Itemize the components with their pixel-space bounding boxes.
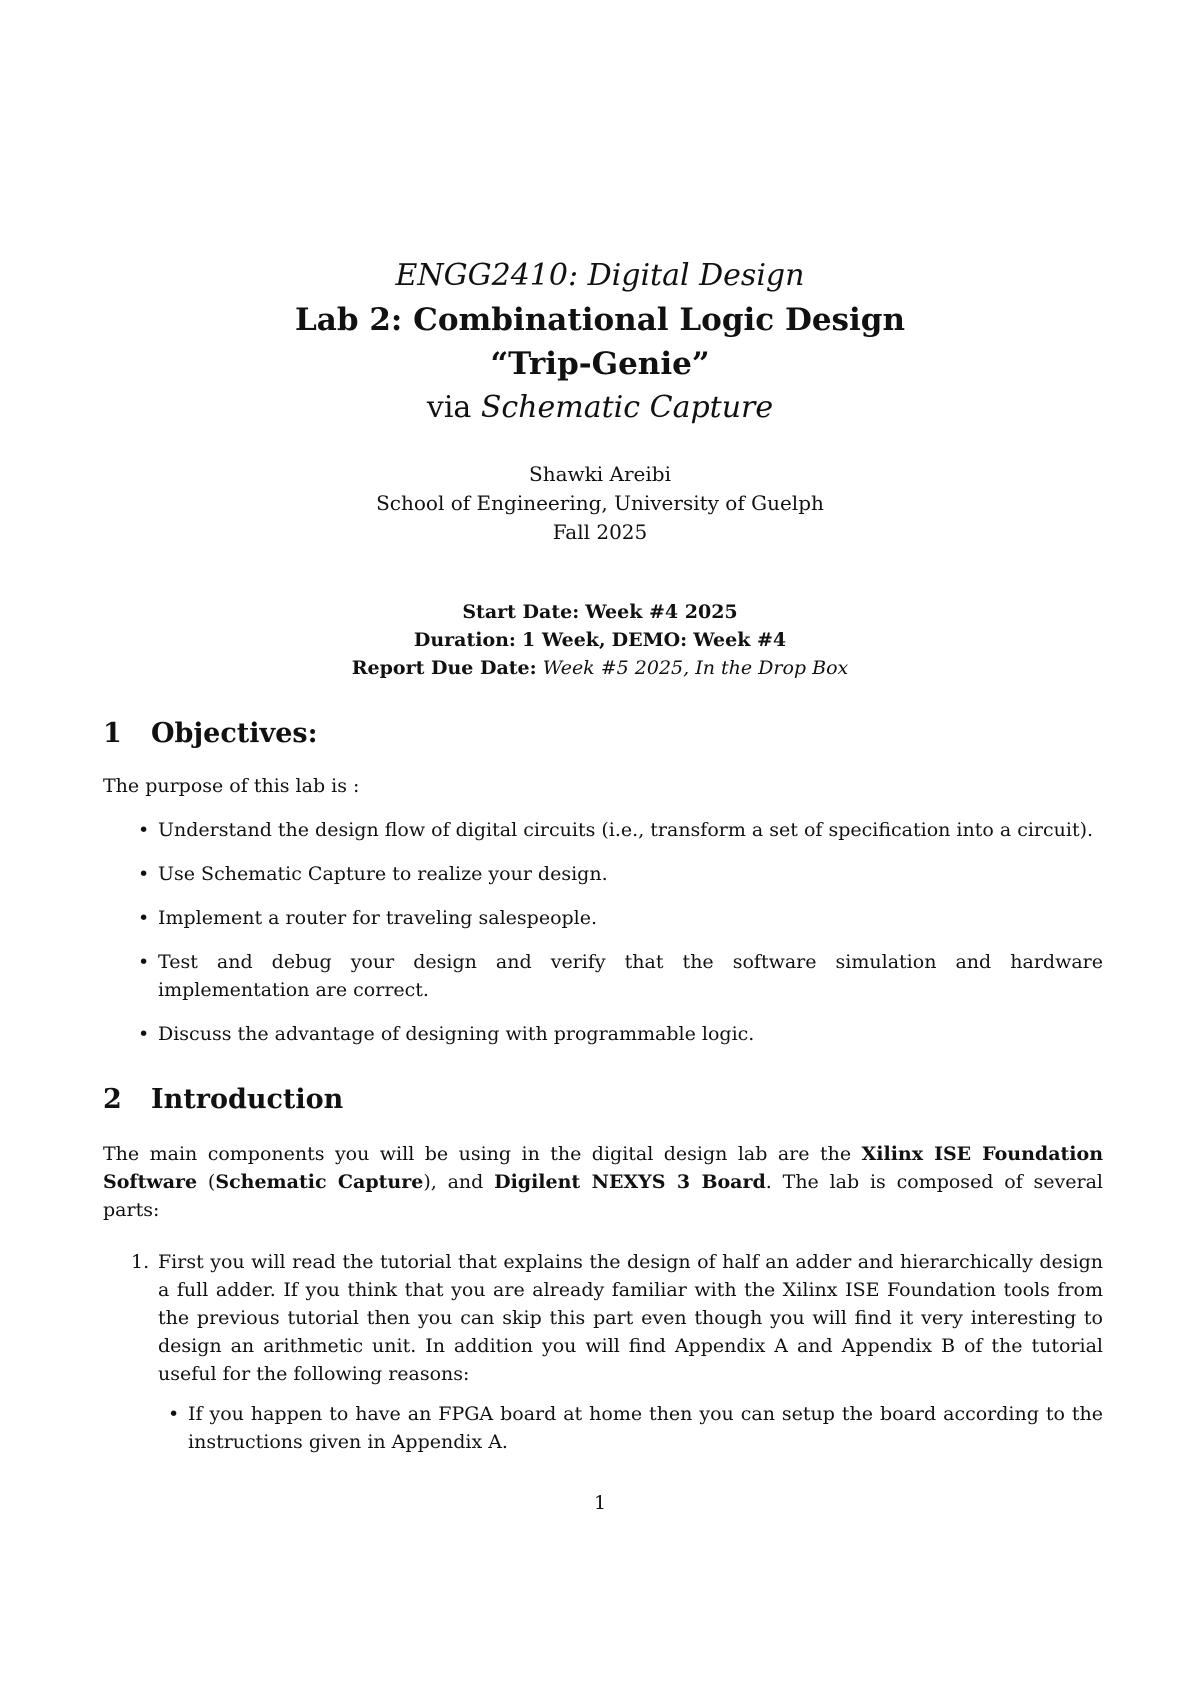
section-title: Objectives: [151, 718, 318, 749]
start-date-value: Week #4 2025 [585, 601, 738, 623]
project-title: “Trip-Genie” [490, 346, 710, 382]
section-number: 1 [103, 718, 122, 749]
paragraph-text: ( [197, 1171, 216, 1193]
section-heading-introduction [103, 1082, 343, 1118]
term: Fall 2025 [552, 520, 648, 544]
course-title: ENGG2410: Digital Design [395, 258, 805, 293]
dates-block [0, 598, 1200, 682]
author-name: Shawki Areibi [529, 462, 671, 486]
step-number: 1. [131, 1251, 150, 1273]
list-item [103, 1020, 1103, 1048]
list-item-text: Understand the design flow of digital circuits (i.e., transform a set of specification into a circuit). [158, 819, 1094, 841]
board-name: Digilent NEXYS 3 Board [494, 1171, 766, 1193]
lab-title: Lab 2: Combinational Logic Design [295, 302, 905, 338]
paragraph-text: The main components you will be using in the digital design lab are the [103, 1143, 862, 1165]
report-due-line [0, 654, 1200, 682]
software-name: Xilinx ISE Foundation Software [103, 1143, 1104, 1193]
title-block [0, 254, 1200, 430]
list-item-text: Use Schematic Capture to realize your design. [158, 863, 608, 885]
duration-label: Duration: [413, 629, 516, 651]
introduction-steps [103, 1248, 1103, 1456]
method-name: Schematic Capture [480, 390, 774, 425]
method-prefix: via [426, 390, 472, 425]
section-heading-objectives [103, 716, 318, 752]
introduction-paragraph [103, 1140, 1103, 1224]
demo-label: DEMO: [611, 629, 688, 651]
sub-item-text: If you happen to have an FPGA board at home then you can setup the board according to the instructions given in Appendix A. [188, 1403, 1103, 1453]
start-date-line [0, 598, 1200, 626]
list-item [103, 860, 1103, 888]
duration-value: 1 Week, [522, 629, 606, 651]
bullet-icon: • [138, 863, 150, 885]
list-item [103, 816, 1103, 844]
report-due-value: Week #5 2025, In the Drop Box [542, 657, 849, 679]
duration-line [0, 626, 1200, 654]
start-date-label: Start Date: [462, 601, 580, 623]
method-line [0, 386, 1200, 430]
bullet-icon: • [168, 1403, 180, 1425]
step-item [103, 1248, 1103, 1456]
step-text: First you will read the tutorial that explains the design of half an adder and hierarchically design a full adder. If you think that you are already familiar with the Xilinx ISE Foundation tools from the previous tutorial then you can skip this part even though you will find it very interesting to design an arithmetic unit. In addition you will find Appendix A and Appendix B of the tutorial useful for the following reasons: [158, 1251, 1103, 1385]
tool-name: Schematic Capture [215, 1171, 424, 1193]
paragraph-text: . The lab is composed of several parts: [103, 1171, 1104, 1221]
author-affiliation: School of Engineering, University of Guelph [376, 491, 824, 515]
list-item-text: Implement a router for traveling salespeople. [158, 907, 598, 929]
author-block [0, 460, 1200, 547]
bullet-icon: • [138, 907, 150, 929]
list-item [103, 904, 1103, 932]
paragraph-text: ), and [423, 1171, 495, 1193]
sub-item [158, 1400, 1103, 1456]
list-item-text: Discuss the advantage of designing with programmable logic. [158, 1023, 755, 1045]
section-number: 2 [103, 1084, 122, 1115]
objectives-intro: The purpose of this lab is : [103, 775, 360, 797]
bullet-icon: • [138, 1023, 150, 1045]
page-number: 1 [593, 1492, 607, 1514]
demo-value: Week #4 [693, 629, 787, 651]
list-item [103, 948, 1103, 1004]
report-due-label: Report Due Date: [351, 657, 537, 679]
section-title: Introduction [151, 1084, 344, 1115]
step-sublist [158, 1400, 1103, 1456]
objectives-list [103, 816, 1103, 1064]
bullet-icon: • [138, 819, 150, 841]
bullet-icon: • [138, 951, 150, 973]
list-item-text: Test and debug your design and verify that the software simulation and hardware implementation are correct. [158, 951, 1103, 1001]
